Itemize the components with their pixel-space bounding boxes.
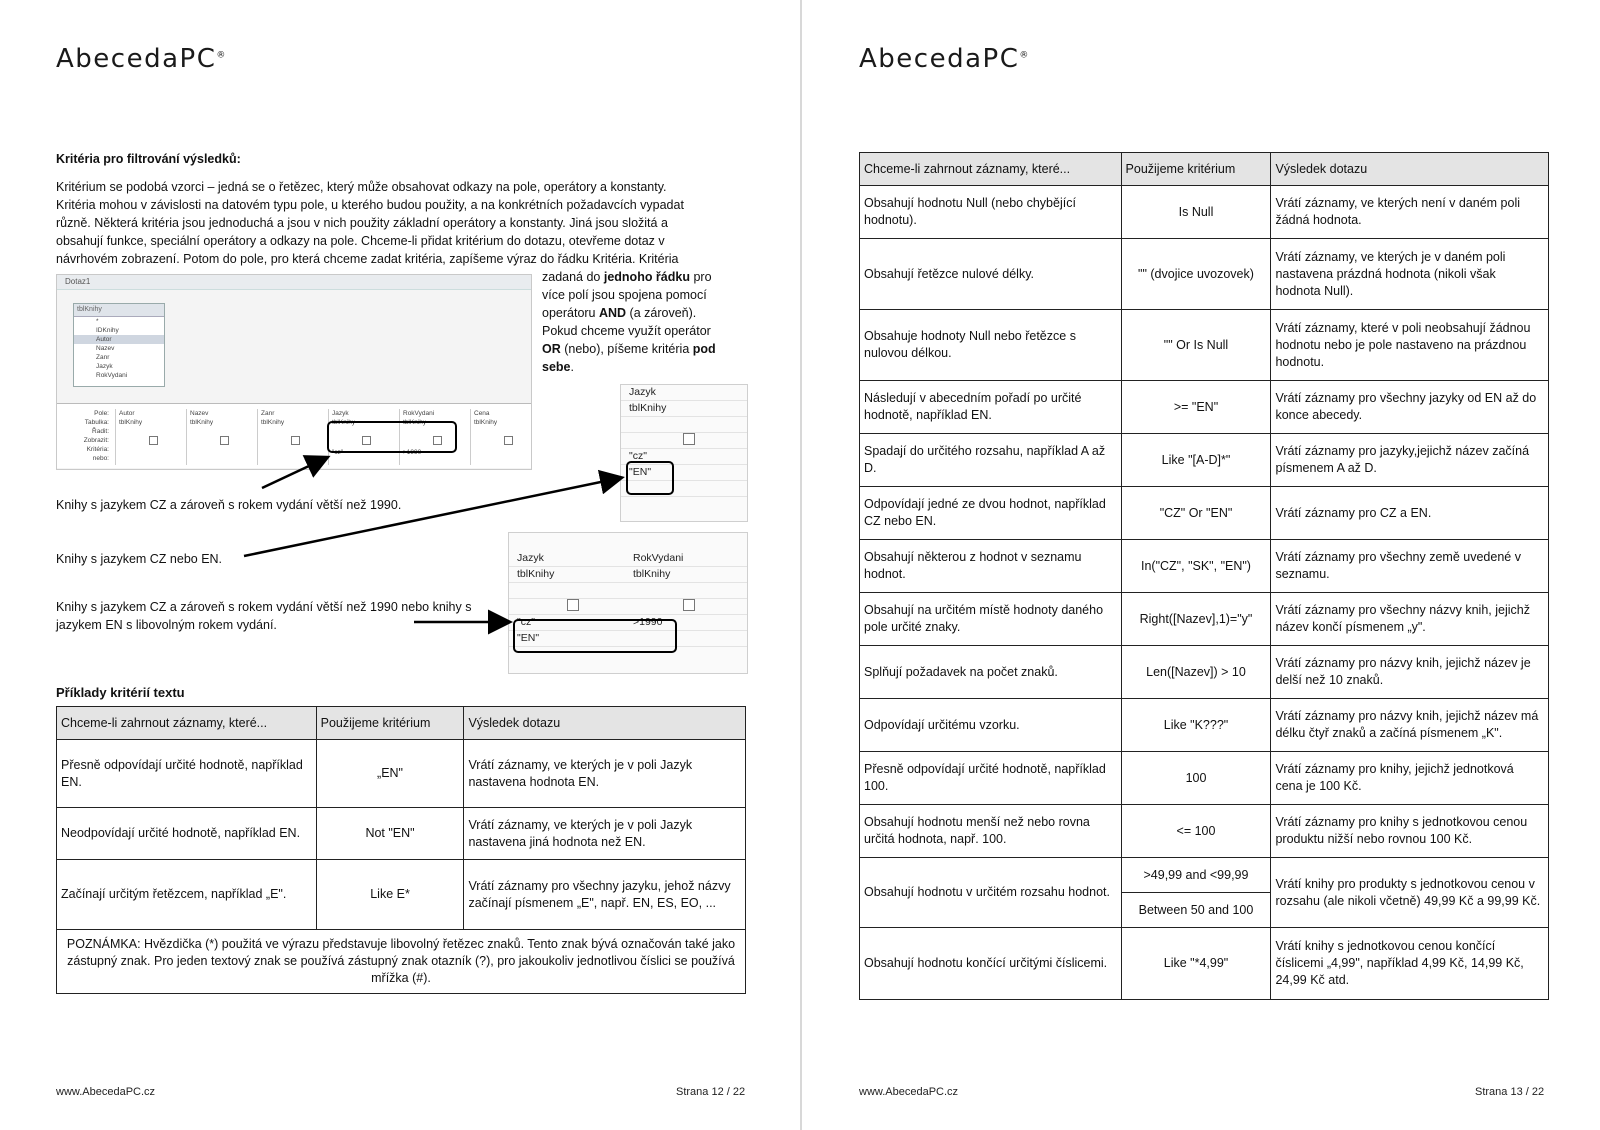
or-criteria-crop: Jazyk tblKnihy "cz" "EN" (620, 384, 748, 522)
table-row: Následují v abecedním pořadí po určité hodnotě, například EN. >= "EN" Vrátí záznamy pro všechny jazyky od EN až do konce abecedy. (860, 381, 1549, 434)
grid-column: RokVydani tblKnihy >1990 (399, 409, 468, 465)
grid-column: Autor tblKnihy (115, 409, 184, 465)
query-design-grid: Pole: Tabulka: Řadit: Zobrazit: Kritéria: nebo: Autor tblKnihy Nazev tblKnihy Zanr tblKnihy Jazyk tblKnihy "cz" RokVydani tblKnihy >1990 Cena tblKnihy (57, 403, 531, 468)
criteria-table-continued (859, 152, 1549, 1000)
table-row: Between 50 and 100 (860, 893, 1549, 928)
table-row: Obsahují na určitém místě hodnoty daného pole určité znaky. Right([Nazev],1)="y" Vrátí záznamy pro všechny názvy knih, jejichž název končí písmenem „y". (860, 593, 1549, 646)
mixed-criteria-crop: Jazyk RokVydani tblKnihy tblKnihy "cz" >1990 "EN" (508, 532, 748, 674)
brand-logo: AbecedaPC® (56, 44, 226, 74)
intro-paragraph: Kritérium se podobá vzorci – jedná se o řetězec, který může obsahovat odkazy na pole, operátory a konstanty. Kritéria mohou v závislosti na datovém typu pole, u kterého budou použity, a na konkrétních požadavcích vypadat různě. Některá kritéria jsou jednoduchá a jsou v nich použity základní operátory a konstanty. Jiná jsou složitá a obsahují funkce, speciální operátory a odkazy na pole. Chceme-li přidat kritérium do dotazu, otevřeme dotaz v návrhovém zobrazení. Potom do pole, pro která chceme zadat kritéria, zapíšeme výraz do řádku Kritéria. Kritéria (56, 180, 684, 266)
table-row: Neodpovídají určité hodnotě, například EN. Not "EN" Vrátí záznamy, ve kterých je v poli Jazyk nastavena jiná hodnota než EN. (57, 808, 746, 860)
table-row: Obsahuje hodnoty Null nebo řetězce s nulovou délkou. "" Or Is Null Vrátí záznamy, které v poli neobsahují žádnou hodnotu nebo je pole nastaveno na prázdnou hodnotu. (860, 310, 1549, 381)
footer-url: www.AbecedaPC.cz (56, 1086, 156, 1098)
footer-url: www.AbecedaPC.cz (859, 1086, 959, 1098)
table-note-row: POZNÁMKA: Hvězdička (*) použitá ve výrazu představuje libovolný řetězec znaků. Tento znak bývá označován také jako zástupný znak. Pro jeden textový znak se používá zástupný znak otazník (?), pro jakoukoliv jednotlivou číslici se používá mřížka (#). (57, 930, 746, 994)
grid-column: Cena tblKnihy (470, 409, 532, 465)
table-row: Odpovídají jedné ze dvou hodnot, například CZ nebo EN. "CZ" Or "EN" Vrátí záznamy pro CZ a EN. (860, 487, 1549, 540)
table-row: Obsahují hodnotu v určitém rozsahu hodnot. >49,99 and <99,99 Vrátí knihy pro produkty s jednotkovou cenou v rozsahu (ale nikoli včetně) 49,99 Kč a 99,99 Kč. (860, 858, 1549, 893)
grid-column: Zanr tblKnihy (257, 409, 326, 465)
table-header-row: Chceme-li zahrnout záznamy, které... Použijeme kritérium Výsledek dotazu (57, 707, 746, 740)
table-row: Obsahují řetězce nulové délky. "" (dvojice uvozovek) Vrátí záznamy, ve kterých je v daném poli nastavena prázdná hodnota (nikoli však hodnota Null). (860, 239, 1549, 310)
table-row: Přesně odpovídají určité hodnotě, například 100. 100 Vrátí záznamy pro knihy, jejichž jednotková cena je 100 Kč. (860, 752, 1549, 805)
grid-column: Jazyk tblKnihy "cz" (328, 409, 397, 465)
caption-mixed: Knihy s jazykem CZ a zároveň s rokem vydání větší než 1990 nebo knihy s jazykem EN s libovolným rokem vydání. (56, 600, 472, 632)
examples-heading: Příklady kritérií textu (56, 685, 185, 700)
grid-column: Nazev tblKnihy (186, 409, 255, 465)
table-row: Obsahují některou z hodnot v seznamu hodnot. In("CZ", "SK", "EN") Vrátí záznamy pro všechny země uvedené v seznamu. (860, 540, 1549, 593)
table-row: Splňují požadavek na počet znaků. Len([Nazev]) > 10 Vrátí záznamy pro názvy knih, jejichž název je delší než 10 znaků. (860, 646, 1549, 699)
table-row: Obsahují hodnotu menší než nebo rovna určitá hodnota, např. 100. <= 100 Vrátí záznamy pro knihy s jednotkovou cenou produktu nižší nebo rovnou 100 Kč. (860, 805, 1549, 858)
footer-page-number: Strana 13 / 22 (1475, 1086, 1545, 1098)
query-window-title: Dotaz1 (57, 275, 531, 290)
caption-and: Knihy s jazykem CZ a zároveň s rokem vydání větší než 1990. (56, 498, 402, 512)
table-field-list: tblKnihy * IDKnihy Autor Nazev Zanr Jazyk RokVydani (73, 303, 165, 387)
table-row: Odpovídají určitému vzorku. Like "K???" Vrátí záznamy pro názvy knih, jejichž název má délku čtyř znaků a začíná písmenem „K". (860, 699, 1549, 752)
section-heading: Kritéria pro filtrování výsledků: (56, 152, 241, 166)
table-row: Obsahují hodnotu Null (nebo chybějící hodnotu). Is Null Vrátí záznamy, ve kterých není v daném poli žádná hodnota. (860, 186, 1549, 239)
table-header-row: Chceme-li zahrnout záznamy, které... Použijeme kritérium Výsledek dotazu (860, 153, 1549, 186)
text-criteria-table (56, 706, 746, 994)
arrow-and (262, 458, 326, 488)
footer-page-number: Strana 12 / 22 (676, 1086, 746, 1098)
arrow-or (244, 478, 620, 556)
table-row: Začínají určitým řetězcem, například „E". Like E* Vrátí záznamy pro všechny jazyku, jehož názvy začínají písmenem „E", např. EN, ES, EO, ... (57, 860, 746, 930)
caption-or: Knihy s jazykem CZ nebo EN. (56, 552, 223, 566)
table-row: Spadají do určitého rozsahu, například A až D. Like "[A-D]*" Vrátí záznamy pro jazyky,jejichž název začíná písmenem A až D. (860, 434, 1549, 487)
table-row: Přesně odpovídají určité hodnotě, například EN. „EN" Vrátí záznamy, ve kterých je v poli Jazyk nastavena hodnota EN. (57, 740, 746, 808)
page-13 (802, 0, 1600, 1130)
and-or-explanation: zadaná do jednoho řádku pro více polí jsou spojena pomocí operátoru AND (a zároveň). Pokud chceme využít operátor OR (nebo), píšeme kritéria pod sebe. (542, 270, 716, 374)
table-row: Obsahují hodnotu končící určitými číslicemi. Like "*4,99" Vrátí knihy s jednotkovou cenou končící číslicemi „4,99", například 4,99 Kč, 14,99 Kč, 24,99 Kč atd. (860, 928, 1549, 1000)
brand-logo: AbecedaPC® (859, 44, 1029, 74)
primary-key-field: IDKnihy (96, 327, 119, 334)
arrows (0, 0, 800, 700)
